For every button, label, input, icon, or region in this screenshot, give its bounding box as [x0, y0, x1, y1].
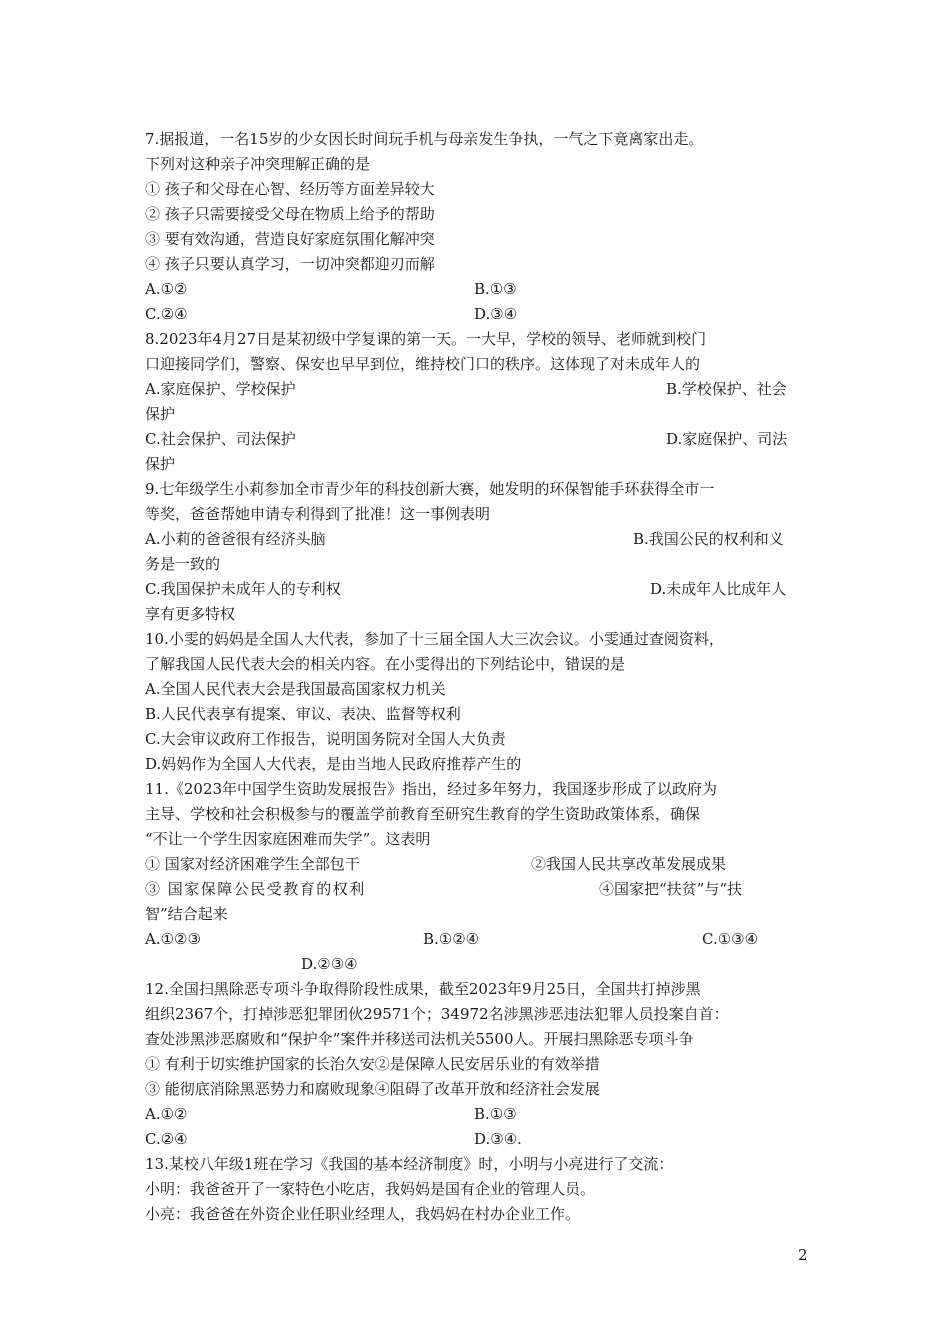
q9-option-b: B.我国公民的权利和义 [633, 530, 784, 548]
q8-option-d-wrap: 保护 [145, 455, 176, 473]
q7-option-d: D.③④ [474, 305, 518, 323]
q13-xiaoming-line: 小明：我爸爸开了一家特色小吃店，我妈妈是国有企业的管理人员。 [145, 1180, 596, 1198]
q11-statement-3: ③ 国家保障公民受教育的权利 [145, 880, 366, 898]
q12-stem-line-3: 查处涉黑涉恶腐败和“保护伞”案件并移送司法机关5500人。开展扫黑除恶专项斗争 [145, 1030, 694, 1048]
q9-stem-line-2: 等奖，爸爸帮她申请专利得到了批准！这一事例表明 [145, 505, 491, 523]
q7-statement-1: ① 孩子和父母在心智、经历等方面差异较大 [145, 180, 435, 198]
q12-statements-3-4: ③ 能彻底消除黑恶势力和腐败现象④阻碍了改革开放和经济社会发展 [145, 1080, 600, 1098]
q10-option-b: B.人民代表享有提案、审议、表决、监督等权利 [145, 705, 461, 723]
q8-stem-line-2: 口迎接同学们，警察、保安也早早到位，维持校门口的秩序。这体现了对未成年人的 [145, 355, 701, 373]
q13-xiaoliang-line: 小亮：我爸爸在外资企业任职业经理人，我妈妈在村办企业工作。 [145, 1205, 581, 1223]
q9-option-a: A.小莉的爸爸很有经济头脑 [145, 530, 326, 548]
q11-option-a: A.①②③ [145, 930, 201, 948]
q11-statement-4: ④国家把“扶贫”与“扶 [599, 880, 743, 898]
q11-option-b: B.①②④ [423, 930, 480, 948]
q10-stem-line-1: 10.小雯的妈妈是全国人大代表，参加了十三届全国人大三次会议。小雯通过查阅资料， [145, 630, 724, 648]
q9-option-d-wrap: 享有更多特权 [145, 605, 236, 623]
q7-statement-4: ④ 孩子只要认真学习，一切冲突都迎刃而解 [145, 255, 435, 273]
q12-option-c: C.②④ [145, 1130, 188, 1148]
q11-statement-1: ① 国家对经济困难学生全部包干 [145, 855, 360, 873]
q8-option-d: D.家庭保护、司法 [666, 430, 788, 448]
q12-stem-line-1: 12.全国扫黑除恶专项斗争取得阶段性成果，截至2023年9月25日，全国共打掉涉黑 [145, 980, 701, 998]
q11-option-c: C.①③④ [702, 930, 759, 948]
q11-stem-line-2: 主导、学校和社会积极参与的覆盖学前教育至研究生教育的学生资助政策体系，确保 [145, 805, 701, 823]
q12-stem-line-2: 组织2367个，打掉涉恶犯罪团伙29571个；34972名涉黑涉恶违法犯罪人员投案自首： [145, 1005, 729, 1023]
q8-option-b-wrap: 保护 [145, 405, 176, 423]
q11-stem-line-1: 11.《2023年中国学生资助发展报告》指出，经过多年努力，我国逐步形成了以政府为 [145, 780, 718, 798]
q8-stem-line-1: 8.2023年4月27日是某初级中学复课的第一天。一大早，学校的领导、老师就到校门 [145, 330, 707, 348]
q11-stem-line-3: “不让一个学生因家庭困难而失学”。这表明 [145, 830, 431, 848]
q9-stem-line-1: 9.七年级学生小莉参加全市青少年的科技创新大赛，她发明的环保智能手环获得全市一 [145, 480, 715, 498]
q8-option-a: A.家庭保护、学校保护 [145, 380, 296, 398]
q11-statement-4-wrap: 智”结合起来 [145, 905, 228, 923]
page-number: 2 [798, 1246, 808, 1264]
q9-option-d: D.未成年人比成年人 [650, 580, 787, 598]
q11-option-d: D.②③④ [301, 955, 358, 973]
q13-stem-line-1: 13.某校八年级1班在学习《我国的基本经济制度》时，小明与小亮进行了交流： [145, 1155, 674, 1173]
q8-option-c: C.社会保护、司法保护 [145, 430, 296, 448]
q7-option-b: B.①③ [474, 280, 517, 298]
q12-statements-1-2: ① 有利于切实维护国家的长治久安②是保障人民安居乐业的有效举措 [145, 1055, 600, 1073]
q10-stem-line-2: 了解我国人民代表大会的相关内容。在小雯得出的下列结论中，错误的是 [145, 655, 626, 673]
q10-option-a: A.全国人民代表大会是我国最高国家权力机关 [145, 680, 446, 698]
q7-statement-2: ② 孩子只需要接受父母在物质上给予的帮助 [145, 205, 435, 223]
q12-option-b: B.①③ [474, 1105, 517, 1123]
q12-option-a: A.①② [145, 1105, 188, 1123]
q7-option-a: A.①② [145, 280, 188, 298]
q7-option-c: C.②④ [145, 305, 188, 323]
q12-option-d: D.③④. [474, 1130, 522, 1148]
q7-stem-line-1: 7.据报道，一名15岁的少女因长时间玩手机与母亲发生争执，一气之下竟离家出走。 [145, 130, 704, 148]
q11-statement-2: ②我国人民共享改革发展成果 [531, 855, 727, 873]
q9-option-b-wrap: 务是一致的 [145, 555, 221, 573]
q8-option-b: B.学校保护、社会 [666, 380, 787, 398]
q10-option-d: D.妈妈作为全国人大代表，是由当地人民政府推荐产生的 [145, 755, 522, 773]
q9-option-c: C.我国保护未成年人的专利权 [145, 580, 341, 598]
q7-stem-line-2: 下列对这种亲子冲突理解正确的是 [145, 155, 371, 173]
q10-option-c: C.大会审议政府工作报告，说明国务院对全国人大负责 [145, 730, 506, 748]
q7-statement-3: ③ 要有效沟通，营造良好家庭氛围化解冲突 [145, 230, 435, 248]
